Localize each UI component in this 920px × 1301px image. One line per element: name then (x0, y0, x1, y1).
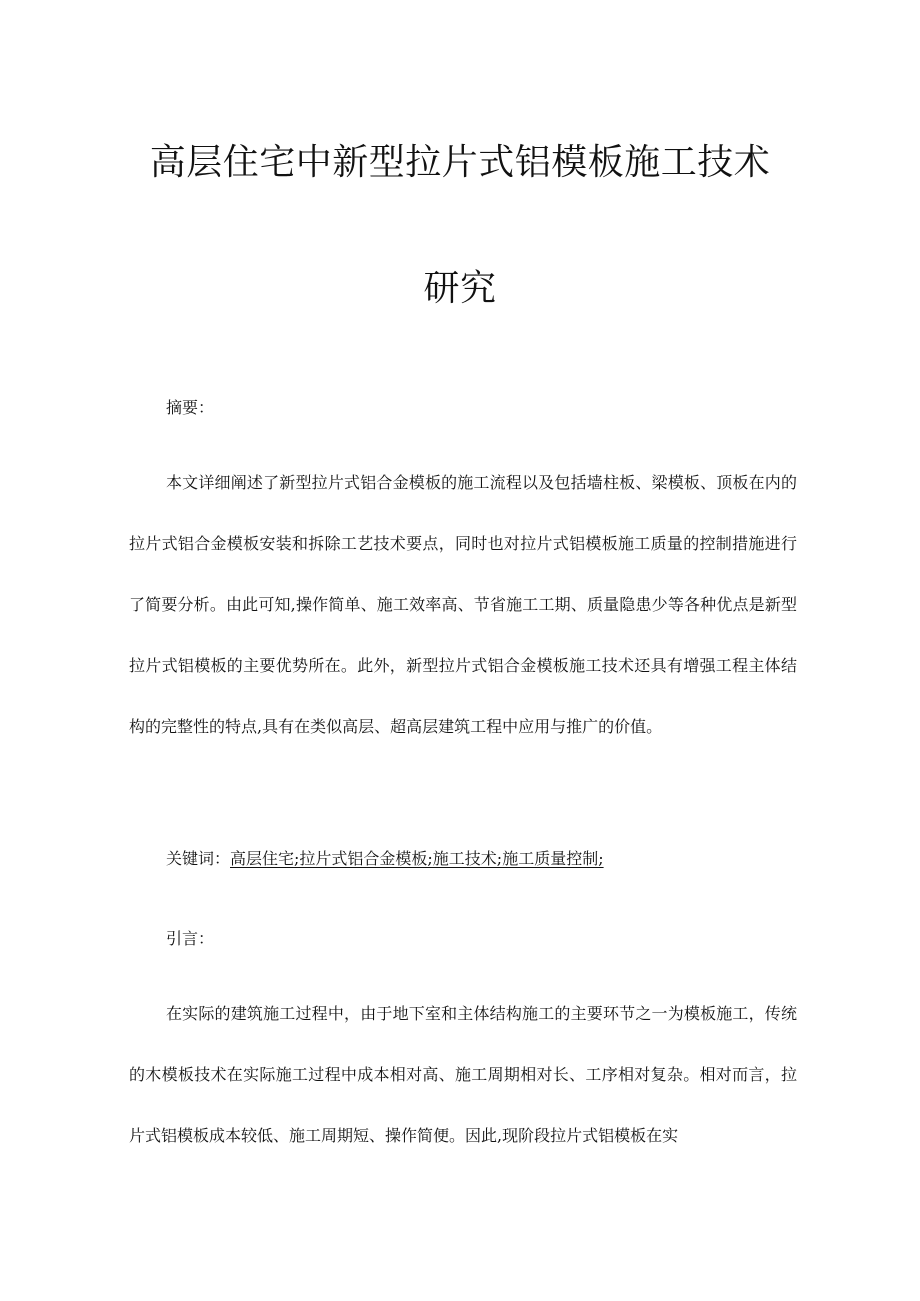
abstract-paragraph: 本文详细阐述了新型拉片式铝合金模板的施工流程以及包括墙柱板、梁模板、顶板在内的拉片式铝合金模板安装和拆除工艺技术要点，同时也对拉片式铝模板施工质量的控制措施进行了简要分析。由此可知,操作简单、施工效率高、节省施工工期、质量隐患少等各种优点是新型拉片式铝模板的主要优势所在。此外，新型拉片式铝合金模板施工技术还具有增强工程主体结构的完整性的特点,具有在类似高层、超高层建筑工程中应用与推广的价值。 (129, 473, 797, 736)
title-line-2: 研究 (423, 268, 497, 309)
keywords-label: 关键词： (166, 849, 231, 868)
abstract-label: 摘要： (166, 398, 215, 417)
intro-paragraph: 在实际的建筑施工过程中，由于地下室和主体结构施工的主要环节之一为模板施工，传统的木模板技术在实际施工过程中成本相对高、施工周期相对长、工序相对复杂。相对而言，拉片式铝模板成本较低、施工周期短、操作简便。因此,现阶段拉片式铝模板在实 (129, 1004, 797, 1145)
keywords-row (166, 847, 604, 871)
keywords-links[interactable]: 高层住宅;拉片式铝合金模板;施工技术;施工质量控制; (230, 849, 604, 868)
title-line-1: 高层住宅中新型拉片式铝模板施工技术 (149, 142, 771, 183)
intro-label: 引言： (166, 929, 215, 948)
